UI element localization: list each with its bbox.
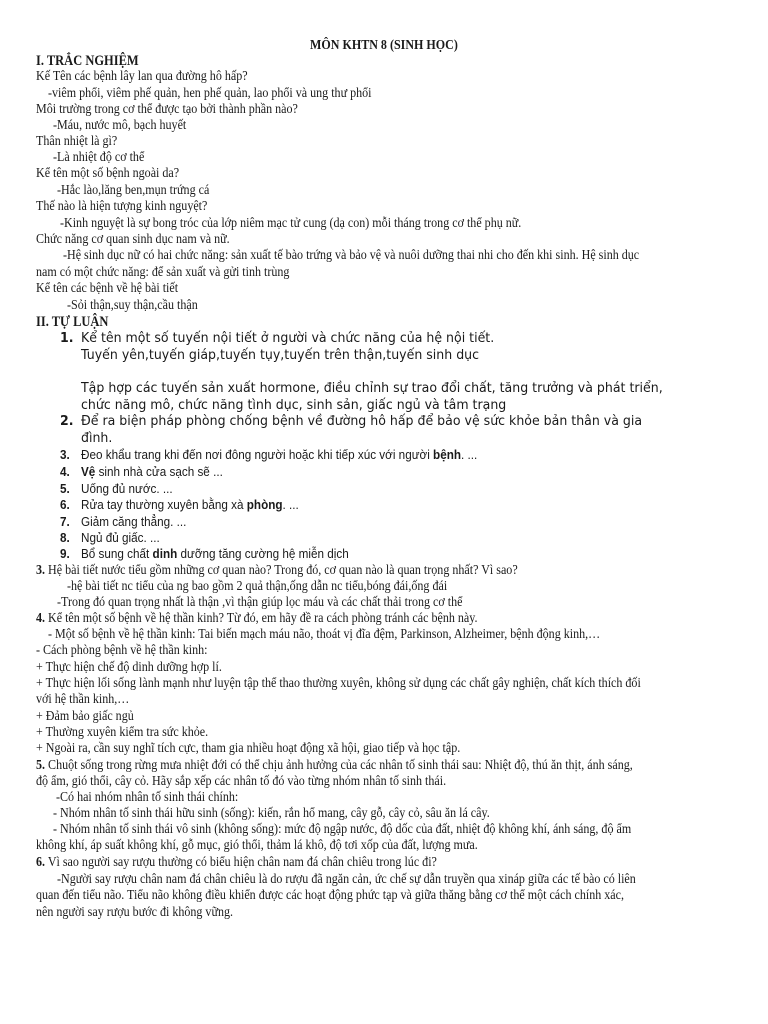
essay-question-6 [36,855,437,871]
essay-answer-6-line1: -Người say rượu chân nam đá chân chiêu là do rượu đã ngăn cản, ức chế sự dẫn truyền qua xináp giữa các tế bào có liên [57,872,636,887]
essay-answer-4-line7: + Ngoài ra, cần suy nghĩ tích cực, tham gia nhiều hoạt động xã hội, giao tiếp và học tập. [36,741,461,756]
question-3: Thân nhiệt là gì? [36,134,118,149]
list-item-4-bold: Vệ [81,464,96,479]
answer-6-line2: nam có một chức năng: để sản xuất và gửi tinh trùng [36,265,290,280]
essay-question-4-num: 4. [36,611,46,626]
list-item-3-text: Đeo khẩu trang khi đến nơi đông người hoặc khi tiếp xúc với người [81,447,434,462]
list-item-2-line2: đình. [81,430,113,446]
essay-answer-4-line2: - Cách phòng bệnh về hệ thần kinh: [36,643,208,658]
list-item-7: Giảm căng thẳng. ... [81,514,187,529]
page-title [0,38,768,54]
list-num-6: 6. [60,497,70,512]
essay-answer-4-line3: + Thực hiện chế độ dinh dưỡng hợp lí. [36,660,222,675]
essay-answer-5-line3: - Nhóm nhân tố sinh thái vô sinh (không sống): mức độ ngập nước, độ dốc của đất, nhiệt độ không khí, ánh sáng, độ ẩm [53,822,632,837]
essay-question-4 [36,611,478,627]
page-title-text: MÔN KHTN 8 (SINH HỌC) [310,38,458,53]
essay-answer-5-line2: - Nhóm nhân tố sinh thái hữu sinh (sống): kiến, rắn hổ mang, cây gỗ, cây cỏ, sâu ăn lá cây. [53,806,490,821]
essay-answer-4-line6: + Thường xuyên kiểm tra sức khỏe. [36,725,209,740]
question-5: Thế nào là hiện tượng kinh nguyệt? [36,199,208,214]
list-item-1-line2: Tuyến yên,tuyến giáp,tuyến tụy,tuyến trên thận,tuyến sinh dục [81,347,480,363]
list-num-2: 2. [60,413,74,429]
essay-answer-3-line1: -hệ bài tiết nc tiểu của ng bao gồm 2 quả thận,ống dẫn nc tiểu,bóng đái,ống đái [67,579,448,594]
essay-question-6-num: 6. [36,855,46,870]
essay-answer-6-line2: quan đến tiểu não. Tiểu não không điều khiển được các hoạt động phức tạp và giữa thăng bằng cơ thể một cách chính xác, [36,888,624,903]
essay-answer-5-line1: -Có hai nhóm nhân tố sinh thái chính: [56,790,239,805]
list-num-5: 5. [60,481,70,496]
list-num-4: 4. [60,464,70,479]
answer-7: -Sỏi thận,suy thận,cầu thận [67,298,198,313]
essay-question-5-line1 [36,758,633,774]
list-item-9-bold: dinh [152,546,178,561]
list-num-8: 8. [60,530,70,545]
list-item-2-line1: Để ra biện pháp phòng chống bệnh về đường hô hấp để bảo vệ sức khỏe bản thân và gia [81,413,643,429]
question-7: Kể tên các bệnh về hệ bài tiết [36,281,179,296]
essay-answer-4-line4b: với hệ thần kinh,… [36,692,130,707]
essay-question-3-text: Hệ bài tiết nước tiểu gồm những cơ quan nào? Trong đó, cơ quan nào là quan trọng nhất? Vì sao? [45,563,518,578]
essay-answer-4-line1: - Một số bệnh về hệ thần kinh: Tai biến mạch máu não, thoát vị đĩa đệm, Parkinson, Alzheimer, bệnh động kinh,… [48,627,601,642]
answer-3: -Là nhiệt độ cơ thể [53,150,145,165]
list-item-1-line4: Tập hợp các tuyến sản xuất hormone, điều chỉnh sự trao đổi chất, tăng trưởng và phát triển, [81,380,663,396]
question-6: Chức năng cơ quan sinh dục nam và nữ. [36,232,230,247]
essay-question-5-text: Chuột sống trong rừng mưa nhiệt đới có thể chịu ảnh hưởng của các nhân tố sinh thái sau: Nhiệt độ, thú ăn thịt, ánh sáng, [45,758,633,773]
essay-answer-6-line3: nên người say rượu bước đi không vững. [36,905,234,920]
list-item-6-text: Rửa tay thường xuyên bằng xà [81,497,247,512]
essay-answer-5-line4: không khí, áp suất không khí, gỗ mục, gió thổi, thảm lá khô, độ tơi xốp của đất, lượng mưa. [36,838,478,853]
list-num-9: 9. [60,546,70,561]
list-item-9 [81,546,349,563]
section-heading-tu-luan: II. TỰ LUẬN [36,314,109,330]
question-2: Môi trường trong cơ thể được tạo bởi thành phần nào? [36,102,298,117]
list-item-9-post: dưỡng tăng cường hệ miễn dịch [177,546,349,561]
list-item-3-bold: bệnh [433,447,462,462]
list-item-3 [81,447,477,464]
answer-4: -Hắc lào,lăng ben,mụn trứng cá [57,183,210,198]
list-num-7: 7. [60,514,70,529]
list-num-3: 3. [60,447,70,462]
essay-question-3-num: 3. [36,563,46,578]
list-item-5: Uống đủ nước. ... [81,481,173,496]
list-item-1-line1: Kể tên một số tuyến nội tiết ở người và chức năng của hệ nội tiết. [81,330,495,346]
list-item-9-text: Bổ sung chất [81,546,153,561]
list-num-1: 1. [60,330,74,346]
list-item-6 [81,497,299,514]
essay-question-5-num: 5. [36,758,46,773]
list-item-4-post: sinh nhà cửa sạch sẽ ... [95,464,223,479]
essay-question-3 [36,563,518,579]
answer-5: -Kinh nguyệt là sự bong tróc của lớp niêm mạc tử cung (dạ con) mỗi tháng trong cơ thể phụ nữ. [60,216,522,231]
list-item-6-bold: phòng [246,497,283,512]
essay-question-5-line2: độ ẩm, gió thổi, cây cỏ. Hãy sắp xếp các nhân tố đó vào từng nhóm nhân tố sinh thái. [36,774,447,789]
list-item-8: Ngủ đủ giấc. ... [81,530,160,545]
section-heading-trac-nghiem: I. TRẮC NGHIỆM [36,53,139,69]
answer-1: -viêm phổi, viêm phế quản, hen phế quản, lao phổi và ung thư phổi [48,86,372,101]
answer-2: -Máu, nước mô, bạch huyết [53,118,187,133]
question-4: Kể tên một số bệnh ngoài da? [36,166,180,181]
essay-question-4-text: Kể tên một số bệnh về hệ thần kinh? Từ đó, em hãy đề ra cách phòng tránh các bệnh này. [45,611,478,626]
essay-answer-4-line4: + Thực hiện lối sống lành mạnh như luyện tập thể thao thường xuyên, không sử dụng các chất gây nghiện, chất kích thích đối [36,676,641,691]
list-item-6-post: . ... [282,497,299,512]
list-item-4 [81,464,223,481]
question-1: Kế Tên các bệnh lây lan qua đường hô hấp? [36,69,248,84]
essay-answer-3-line2: -Trong đó quan trọng nhất là thận ,vì thận giúp lọc máu và các chất thải trong cơ thể [57,595,463,610]
essay-answer-4-line5: + Đảm bảo giấc ngủ [36,709,134,724]
essay-question-6-text: Vì sao người say rượu thường có biểu hiện chân nam đá chân chiêu trong lúc đi? [45,855,437,870]
list-item-3-post: . ... [461,447,478,462]
answer-6-line1: -Hệ sinh dục nữ có hai chức năng: sản xuất tế bào trứng và bảo vệ và nuôi dưỡng thai nhi cho đến khi sinh. Hệ sinh dục [63,248,640,263]
list-item-1-line5: chức năng mô, chức năng tình dục, sinh sản, giấc ngủ và tâm trạng [81,397,507,413]
